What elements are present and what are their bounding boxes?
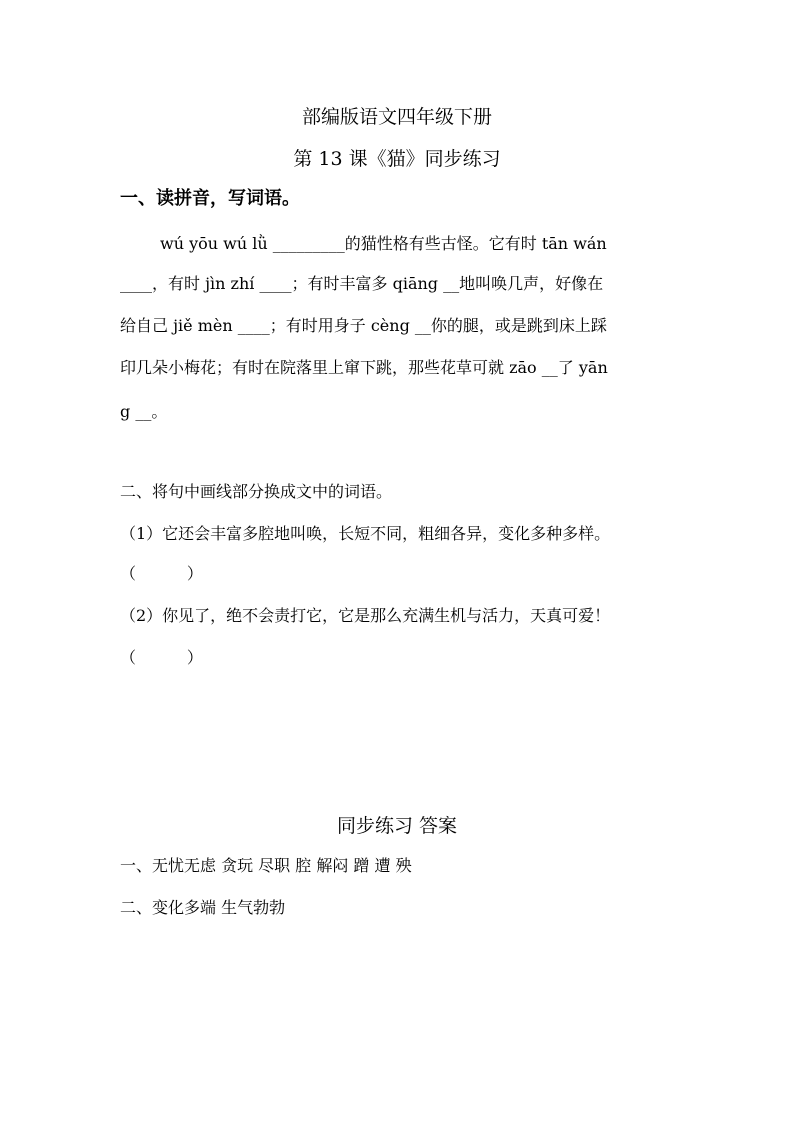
page-title: 部编版语文四年级下册 [301, 106, 492, 128]
answers-line-1: 一、无忧无虑 贪玩 尽职 腔 解闷 蹭 遭 殃 [120, 856, 412, 875]
section1-line-4: 印几朵小梅花；有时在院落里上窜下跳，那些花草可就 zāo __了 yān [120, 358, 608, 377]
answers-title: 同步练习 答案 [336, 815, 458, 837]
answers-line-2: 二、变化多端 生气勃勃 [120, 898, 286, 917]
section2-heading: 二、将句中画线部分换成文中的词语。 [120, 482, 393, 501]
question-2: （2）你见了，绝不会责打它，它是那么充满生机与活力，天真可爱！ [120, 606, 611, 625]
section1-line-1: wú yōu wú lǜ _________的猫性格有些古怪。它有时 tān wán [160, 234, 607, 253]
page-subtitle: 第 13 课《猫》同步练习 [293, 148, 501, 170]
section1-heading: 一、读拼音，写词语。 [120, 188, 300, 209]
question-1: （1）它还会丰富多腔地叫唤，长短不同，粗细各异，变化多种多样。 [120, 524, 611, 543]
section1-line-5: g __。 [120, 402, 168, 421]
section1-line-3: 给自己 jiě mèn ____；有时用身子 cèng __你的腿，或是跳到床上踩 [120, 316, 607, 335]
answer-blank-2: （ ） [120, 648, 203, 667]
section1-line-2: ____，有时 jìn zhí ____；有时丰富多 qiāng __地叫唤几声，好像在 [120, 274, 604, 293]
answer-blank-1: （ ） [120, 564, 203, 583]
